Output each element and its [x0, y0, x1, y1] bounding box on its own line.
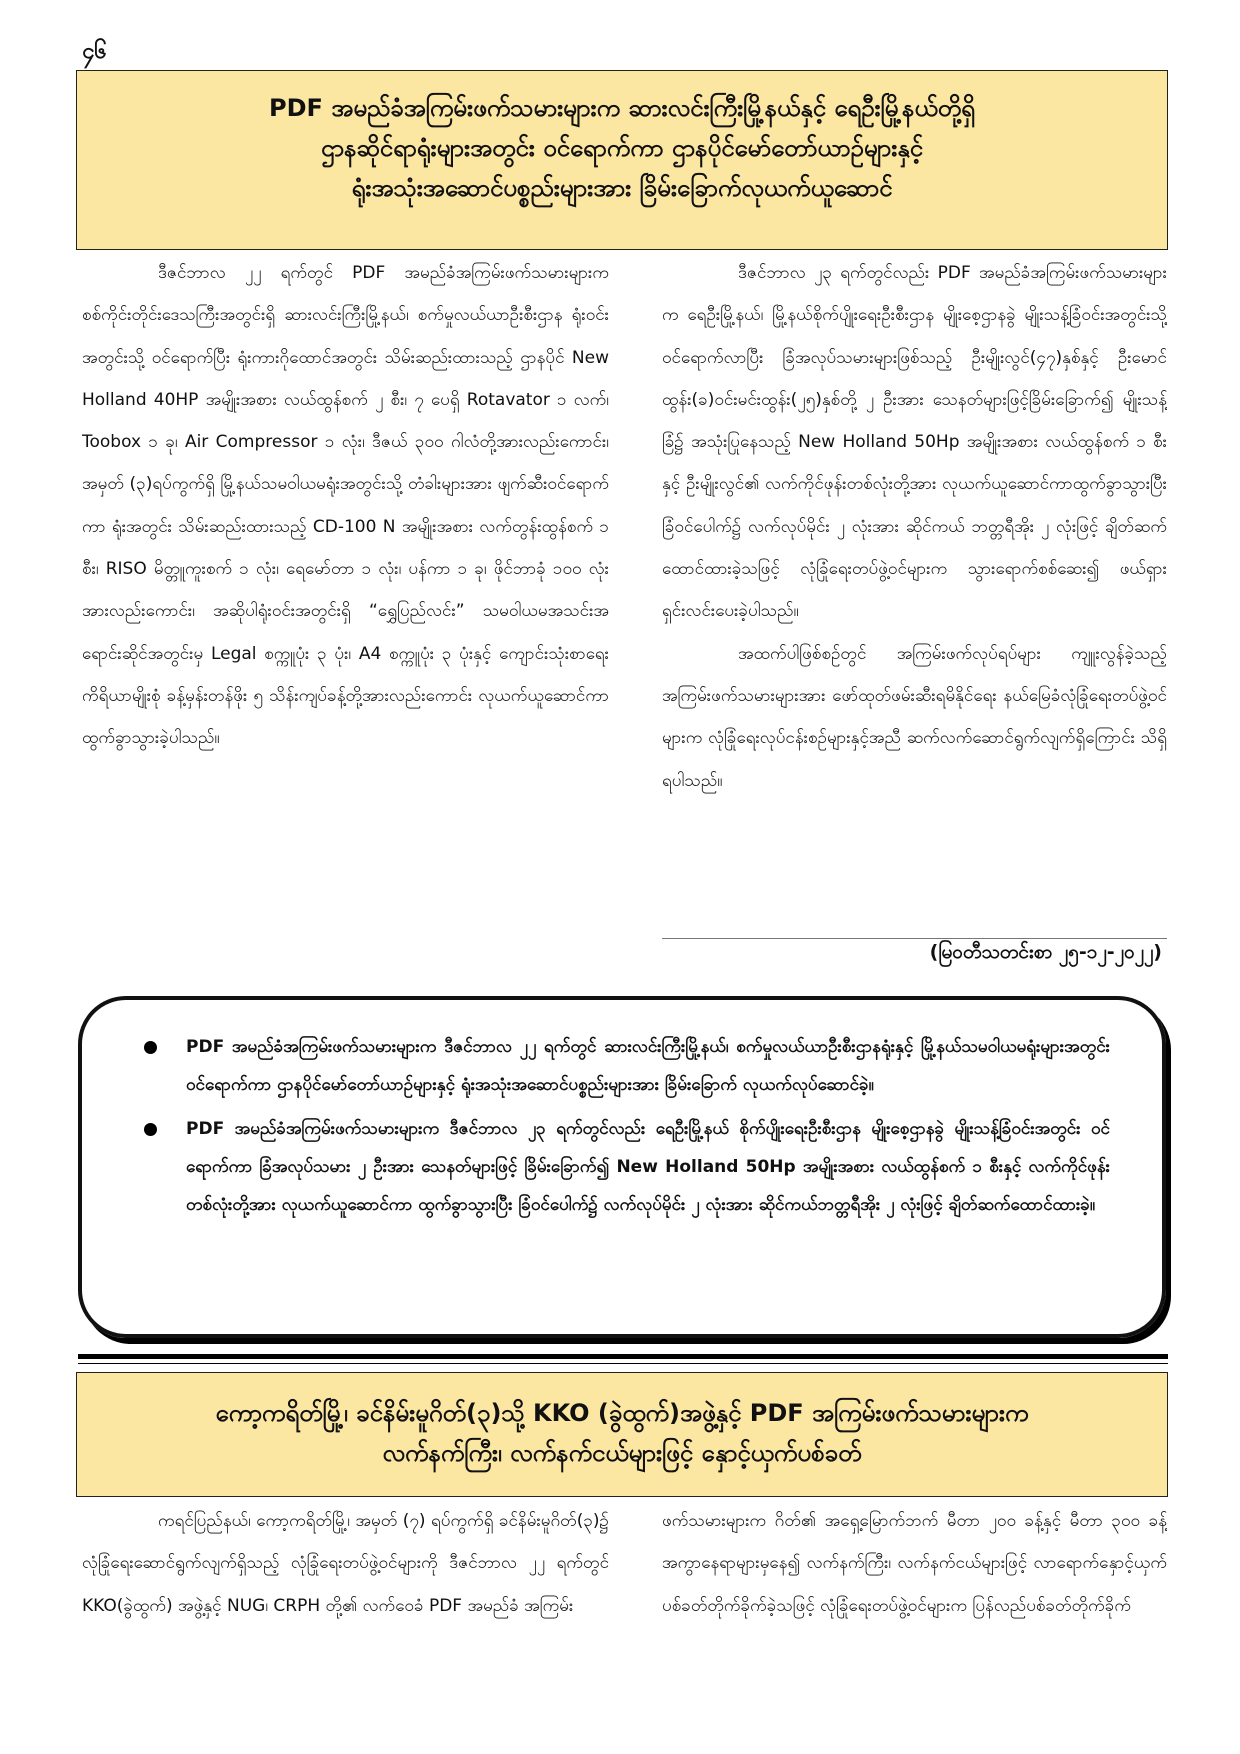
article-1-left-column: [82, 252, 609, 932]
article-1-headline: [76, 70, 1168, 250]
body-paragraph: ဒီဇင်ဘာလ ၂၂ ရက်တွင် PDF အမည်ခံအကြမ်းဖက်သမားများက စစ်ကိုင်းတိုင်းဒေသကြီးအတွင်းရှိ ဆားလင်းကြီးမြို့နယ်၊ စက်မှုလယ်ယာဦးစီးဌာန ရုံးဝင်းအတွင်းသို့ ဝင်ရောက်ပြီး ရုံးကားဂိုထောင်အတွင်း သိမ်းဆည်းထားသည့် ဌာနပိုင် New Holland 40HP အမျိုးအစား လယ်ထွန်စက် ၂ စီး၊ ၇ ပေရှိ Rotavator ၁ လက်၊ Toobox ၁ ခု၊ Air Compressor ၁ လုံး၊ ဒီဇယ် ၃၀၀ ဂါလံတို့အားလည်းကောင်း၊ အမှတ် (၃)ရပ်ကွက်ရှိ မြို့နယ်သမဝါယမရုံးအတွင်းသို့ တံခါးများအား ဖျက်ဆီးဝင်ရောက်ကာ ရုံးအတွင်း သိမ်းဆည်းထားသည့် CD-100 N အမျိုးအစား လက်တွန်းထွန်စက် ၁ စီး၊ RISO မိတ္တူကူးစက် ၁ လုံး၊ ရေမော်တာ ၁ လုံး၊ ပန်ကာ ၁ ခု၊ ဖိုင်ဘာခုံ ၁၀၀ လုံးအားလည်းကောင်း၊ အဆိုပါရုံးဝင်းအတွင်းရှိ “ရွှေပြည်လင်း” သမဝါယမအသင်းအရောင်းဆိုင်အတွင်းမှ Legal စက္ကူပုံး ၃ ပုံး၊ A4 စက္ကူပုံး ၃ ပုံးနှင့် ကျောင်းသုံးစာရေးကိရိယာမျိုးစုံ ခန့်မှန်းတန်ဖိုး ၅ သိန်းကျပ်ခန့်တို့အားလည်းကောင်း လုယက်ယူဆောင်ကာ ထွက်ခွာသွားခဲ့ပါသည်။: [82, 263, 609, 749]
article-2-right-column: [662, 1500, 1167, 1754]
source-citation: (မြဝတီသတင်းစာ ၂၅-၁၂-၂၀၂၂): [929, 941, 1162, 963]
body-paragraph: အထက်ပါဖြစ်စဉ်တွင် အကြမ်းဖက်လုပ်ရပ်များ ကျူးလွန်ခဲ့သည့် အကြမ်းဖက်သမားများအား ဖော်ထုတ်ဖမ်းဆီးရမိနိုင်ရေး နယ်မြေခံလုံခြုံရေးတပ်ဖွဲ့ဝင်များက လုံခြုံရေးလုပ်ငန်းစဉ်များနှင့်အညီ ဆက်လက်ဆောင်ရွက်လျက်ရှိကြောင်း သိရှိရပါသည်။: [662, 643, 1167, 791]
article-1-right-column: [662, 252, 1167, 932]
summary-bullet-text: PDF အမည်ခံအကြမ်းဖက်သမားများက ဒီဇင်ဘာလ ၂၃ ရက်တွင်လည်း ရေဦးမြို့နယ် စိုက်ပျိုးရေးဦးစီးဌာန မျိုးစေ့ဌာနခွဲ မျိုးသန့်ခြံဝင်းအတွင်း ဝင်ရောက်ကာ ခြံအလုပ်သမား ၂ ဦးအား သေနတ်များဖြင့် ခြိမ်းခြောက်၍ New Holland 50Hp အမျိုးအစား လယ်ထွန်စက် ၁ စီးနှင့် လက်ကိုင်ဖုန်းတစ်လုံးတို့အား လုယက်ယူဆောင်ကာ ထွက်ခွာသွားပြီး ခြံဝင်ပေါက်၌ လက်လုပ်မိုင်း ၂ လုံးအား ဆိုင်ကယ်ဘတ္တရီအိုး ၂ လုံးဖြင့် ချိတ်ဆက်ထောင်ထားခဲ့။: [186, 1119, 1110, 1215]
page-number: ၄၆: [82, 39, 107, 64]
body-paragraph: ကရင်ပြည်နယ်၊ ကော့ကရိတ်မြို့၊ အမှတ် (၇) ရပ်ကွက်ရှိ ခင်နိမ်းမူဂိတ်(၃)၌ လုံခြုံရေးဆောင်ရွက်လျက်ရှိသည့် လုံခြုံရေးတပ်ဖွဲ့ဝင်များကို ဒီဇင်ဘာလ ၂၂ ရက်တွင် KKO(ခွဲထွက်) အဖွဲ့နှင့် NUG၊ CRPH တို့၏ လက်ဝေခံ PDF အမည်ခံ အကြမ်း: [82, 1511, 609, 1616]
headline-line: ဌာနဆိုင်ရာရုံးများအတွင်း ဝင်ရောက်ကာ ဌာနပိုင်မော်တော်ယာဉ်များနှင့်: [320, 134, 924, 162]
body-paragraph: ဖက်သမားများက ဂိတ်၏ အရှေ့မြောက်ဘက် မီတာ ၂၀၀ ခန့်နှင့် မီတာ ၃၀၀ ခန့်အကွာနေရာများမှနေ၍ လက်နက်ကြီး၊ လက်နက်ငယ်များဖြင့် လာရောက်နှောင့်ယှက်ပစ်ခတ်တိုက်ခိုက်ခဲ့သဖြင့် လုံခြုံရေးတပ်ဖွဲ့ဝင်များက ပြန်လည်ပစ်ခတ်တိုက်ခိုက်: [662, 1511, 1167, 1616]
body-paragraph: ဒီဇင်ဘာလ ၂၃ ရက်တွင်လည်း PDF အမည်ခံအကြမ်းဖက်သမားများက ရေဦးမြို့နယ်၊ မြို့နယ်စိုက်ပျိုးရေးဦးစီးဌာန မျိုးစေ့ဌာနခွဲ မျိုးသန့်ခြံဝင်းအတွင်းသို့ ဝင်ရောက်လာပြီး ခြံအလုပ်သမားများဖြစ်သည့် ဦးမျိုးလွင်(၄၇)နှစ်နှင့် ဦးမောင်ထွန်း(ခ)ဝင်းမင်းထွန်း(၂၅)နှစ်တို့ ၂ ဦးအား သေနတ်များဖြင့်ခြိမ်းခြောက်၍ မျိုးသန့်ခြံ၌ အသုံးပြုနေသည့် New Holland 50Hp အမျိုးအစား လယ်ထွန်စက် ၁ စီးနှင့် ဦးမျိုးလွင်၏ လက်ကိုင်ဖုန်းတစ်လုံးတို့အား လုယက်ယူဆောင်ကာထွက်ခွာသွားပြီး ခြံဝင်ပေါက်၌ လက်လုပ်မိုင်း ၂ လုံးအား ဆိုင်ကယ် ဘတ္တရီအိုး ၂ လုံးဖြင့် ချိတ်ဆက်ထောင်ထားခဲ့သဖြင့် လုံခြုံရေးတပ်ဖွဲ့ဝင်များက သွားရောက်စစ်ဆေး၍ ဖယ်ရှားရှင်းလင်းပေးခဲ့ပါသည်။: [662, 263, 1167, 622]
headline-line: PDF အမည်ခံအကြမ်းဖက်သမားများက ဆားလင်းကြီးမြို့နယ်နှင့် ရေဦးမြို့နယ်တို့ရှိ: [269, 94, 975, 122]
section-divider-thick: [78, 1354, 1168, 1359]
bullet-icon: [144, 1123, 157, 1136]
headline-line: ကော့ကရိတ်မြို့၊ ခင်နိမ်းမူဂိတ်(၃)သို့ KKO (ခွဲထွက်)အဖွဲ့နှင့် PDF အကြမ်းဖက်သမားများက: [215, 1399, 1029, 1427]
bullet-icon: [144, 1041, 157, 1054]
column-end-rule: [662, 938, 1167, 939]
headline-line: လက်နက်ကြီး၊ လက်နက်ငယ်များဖြင့် နှောင့်ယှက်ပစ်ခတ်: [382, 1439, 862, 1467]
summary-bullet: [136, 1110, 1110, 1224]
article-2-left-column: [82, 1500, 609, 1754]
article-2-headline: [76, 1372, 1168, 1497]
summary-bullet-text: PDF အမည်ခံအကြမ်းဖက်သမားများက ဒီဇင်ဘာလ ၂၂ ရက်တွင် ဆားလင်းကြီးမြို့နယ်၊ စက်မှုလယ်ယာဦးစီးဌာနရုံးနှင့် မြို့နယ်သမဝါယမရုံးများအတွင်း ဝင်ရောက်ကာ ဌာနပိုင်မော်တော်ယာဉ်များနှင့် ရုံးအသုံးအဆောင်ပစ္စည်းများအား ခြိမ်းခြောက် လုယက်လုပ်ဆောင်ခဲ့။: [186, 1037, 1110, 1095]
summary-bullet: [136, 1028, 1110, 1104]
section-divider-thin: [78, 1363, 1168, 1364]
headline-line: ရုံးအသုံးအဆောင်ပစ္စည်းများအား ခြိမ်းခြောက်လုယက်ယူဆောင်: [351, 174, 893, 202]
summary-box: [78, 996, 1166, 1338]
